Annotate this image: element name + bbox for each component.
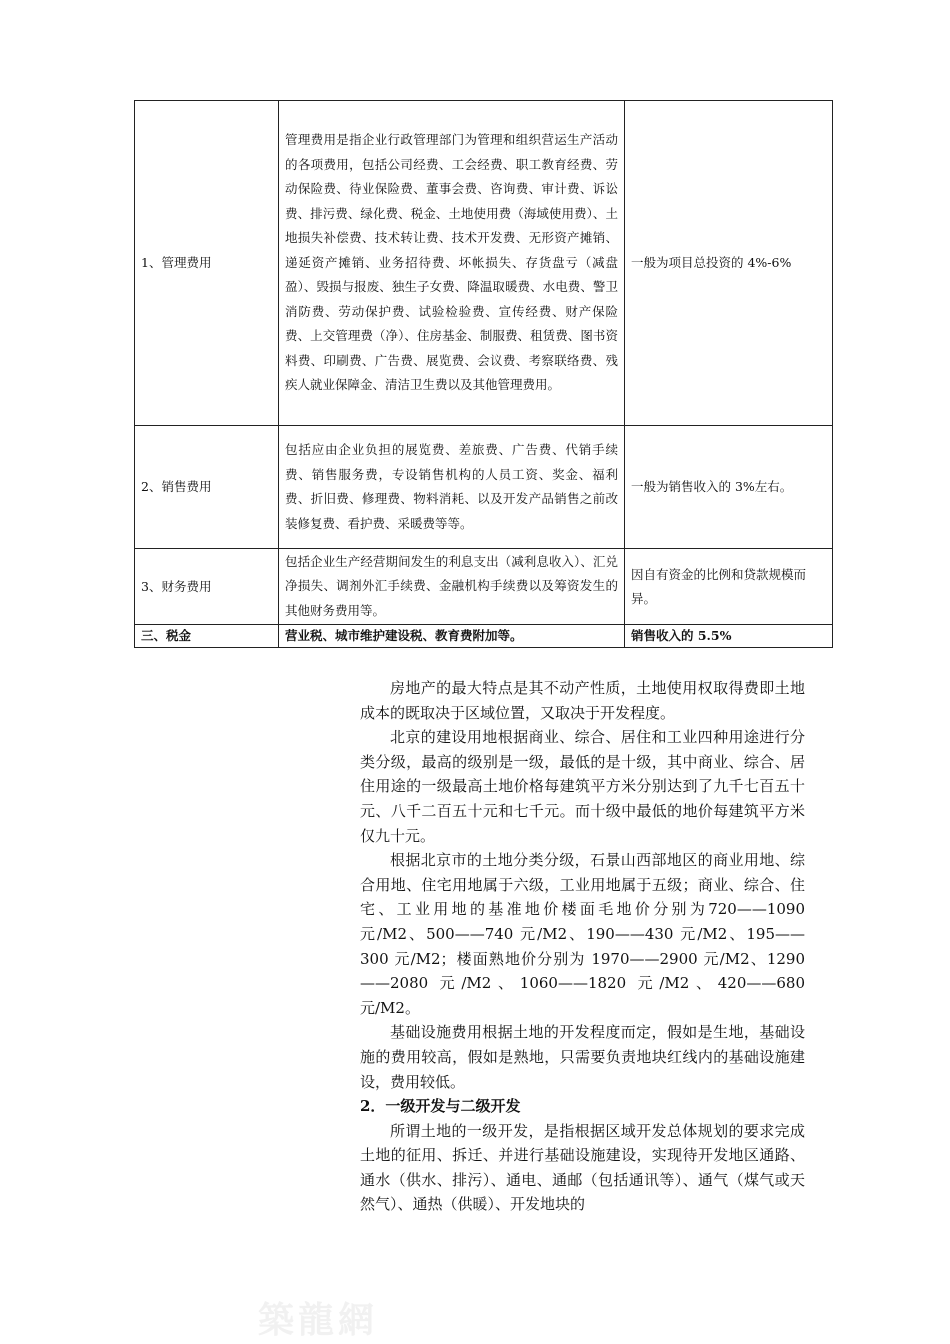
table-row [135, 549, 833, 625]
section-heading: 2．一级开发与二级开发 [360, 1097, 521, 1116]
paragraph: 所谓土地的一级开发，是指根据区域开发总体规划的要求完成土地的征用、拆迁、并进行基础设施建设，实现待开发地区通路、通水（供水、排污）、通电、通邮（包括通讯等）、通气（煤气或天然气）、通热（供暖）、开发地块的 [360, 1121, 805, 1214]
cost-table [134, 100, 833, 648]
table-row-tax [135, 625, 833, 648]
paragraph: 基础设施费用根据土地的开发程度而定，假如是生地，基础设施的费用较高，假如是熟地，只需要负责地块红线内的基础设施建设，费用较低。 [360, 1023, 805, 1091]
row-description: 营业税、城市维护建设税、教育费附加等。 [279, 625, 625, 648]
row-category: 3、财务费用 [135, 549, 279, 625]
watermark: 築龍網 [258, 1299, 379, 1341]
paragraph: 根据北京市的土地分类分级，石景山西部地区的商业用地、综合用地、住宅用地属于六级，工业用地属于五级；商业、综合、住宅、工业用地的基准地价楼面毛地价分别为720——1090 元/M2、500——740 元/M2、190——430 元/M2、195——300 元/M2；楼面熟地价分别为 1970——2900 元/M2、1290——2080 元/M2、1060——1820 元/M2、420——680 元/M2。 [360, 851, 805, 1017]
row-category: 2、销售费用 [135, 426, 279, 549]
paragraph: 北京的建设用地根据商业、综合、居住和工业四种用途进行分类分级，最高的级别是一级，最低的是十级，其中商业、综合、居住用途的一级最高土地价格每建筑平方米分别达到了九千七百五十元、八千二百五十元和七千元。而十级中最低的地价每建筑平方米仅九十元。 [360, 728, 805, 845]
row-description: 包括应由企业负担的展览费、差旅费、广告费、代销手续费、销售服务费，专设销售机构的人员工资、奖金、福利费、折旧费、修理费、物料消耗、以及开发产品销售之前改装修复费、看护费、采暖费等等。 [279, 426, 625, 549]
row-note: 销售收入的 5.5% [625, 625, 833, 648]
body-text [360, 676, 805, 1217]
row-category: 三、税金 [135, 625, 279, 648]
row-note: 一般为销售收入的 3%左右。 [625, 426, 833, 549]
row-note: 一般为项目总投资的 4%-6% [625, 101, 833, 426]
row-note: 因自有资金的比例和贷款规模而异。 [625, 549, 833, 625]
paragraph: 房地产的最大特点是其不动产性质，土地使用权取得费即土地成本的既取决于区域位置，又取决于开发程度。 [360, 679, 805, 722]
row-category: 1、管理费用 [135, 101, 279, 426]
row-description: 管理费用是指企业行政管理部门为管理和组织营运生产活动的各项费用，包括公司经费、工会经费、职工教育经费、劳动保险费、待业保险费、董事会费、咨询费、审计费、诉讼费、排污费、绿化费、税金、土地使用费（海域使用费）、土地损失补偿费、技术转让费、技术开发费、无形资产摊销、递延资产摊销、业务招待费、坏帐损失、存货盘亏（减盘盈）、毁损与报废、独生子女费、降温取暖费、水电费、警卫消防费、劳动保护费、试验检验费、宣传经费、财产保险费、上交管理费（净）、住房基金、制服费、租赁费、图书资料费、印刷费、广告费、展览费、会议费、考察联络费、残疾人就业保障金、清洁卫生费以及其他管理费用。 [279, 101, 625, 426]
row-description: 包括企业生产经营期间发生的利息支出（减利息收入）、汇兑净损失、调剂外汇手续费、金融机构手续费以及筹资发生的其他财务费用等。 [279, 549, 625, 625]
table-row [135, 426, 833, 549]
table-row [135, 101, 833, 426]
